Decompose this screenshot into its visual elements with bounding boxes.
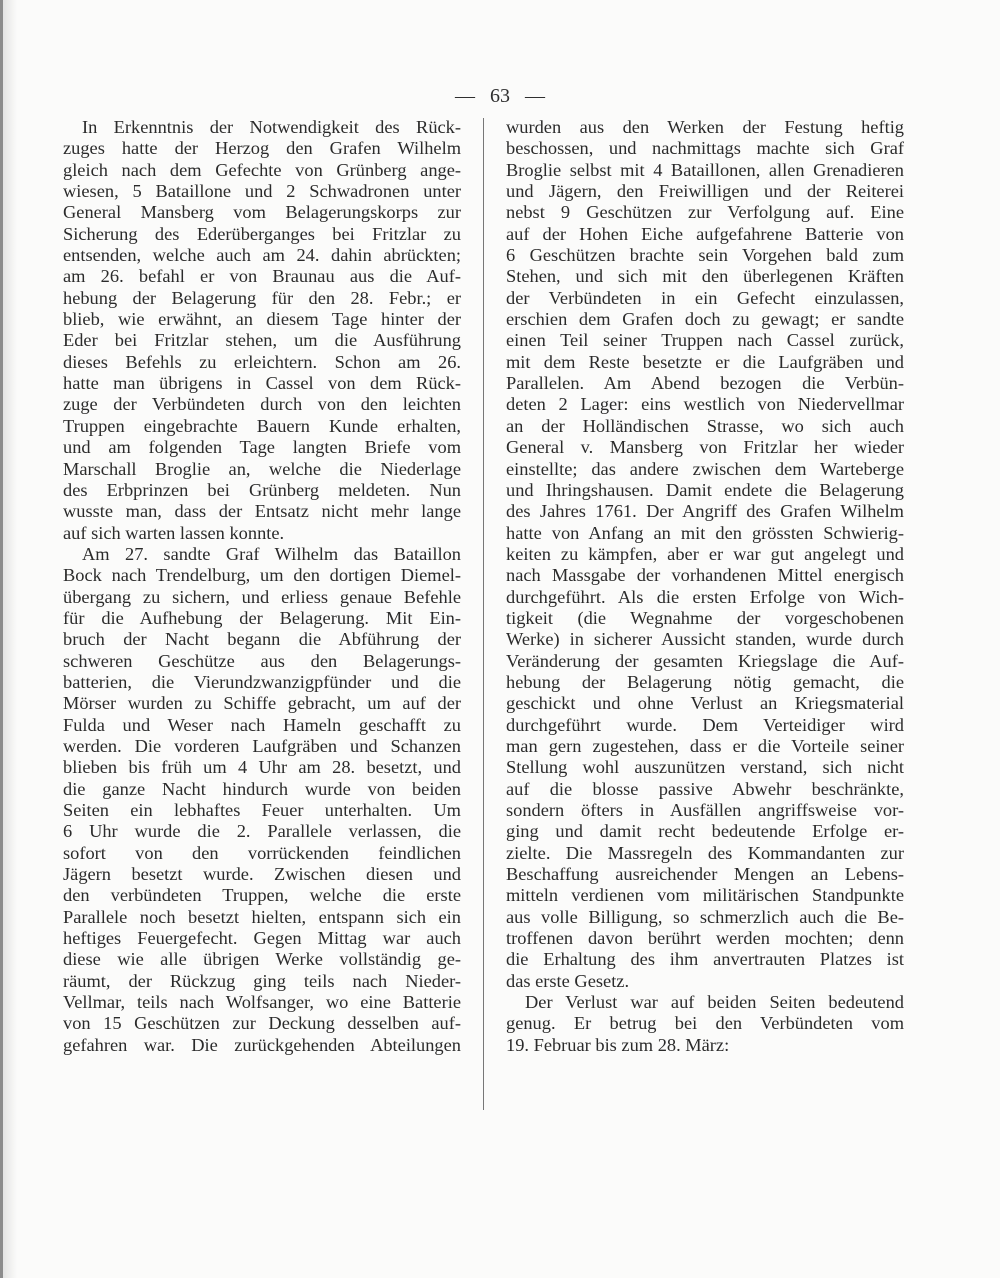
text-line: einstellte; das andere zwischen dem Warteberge (506, 458, 904, 479)
text-line: Seiten ein lebhaftes Feuer unterhalten. Um (63, 800, 461, 820)
text-line: deten 2 Lager: eins westlich von Niedervellmar (506, 394, 904, 415)
text-line: 6 Geschützen brachte sein Vorgehen bald zum (506, 245, 904, 266)
text-line: In Erkenntnis der Notwendigkeit des Rück- (82, 117, 461, 137)
text-line: wurden aus den Werken der Festung heftig (506, 117, 904, 137)
text-line: auf die blosse passive Abwehr beschränkte, (506, 778, 904, 799)
text-line: der Verbündeten in ein Gefecht einzulassen, (506, 287, 904, 308)
text-line: durchgeführt. Als die ersten Erfolge von Wich- (506, 586, 904, 607)
text-line: Parallele noch besetzt hielten, entspann sich ein (63, 906, 461, 927)
text-line: gleich nach dem Gefechte von Grünberg ange- (63, 159, 461, 180)
text-line: Veränderung der gesamten Kriegslage die Auf- (506, 650, 904, 671)
text-line: hatte man übrigens in Cassel von dem Rück- (63, 373, 461, 394)
text-line: des Erbprinzen bei Grünberg meldeten. Nun (63, 479, 461, 500)
right-text-column (506, 117, 904, 1056)
text-line: ging und damit recht bedeutende Erfolge er- (506, 821, 904, 842)
text-line: Fulda und Weser nach Hameln geschafft zu (63, 714, 461, 735)
text-line: und Ihringshausen. Damit endete die Belagerung (506, 479, 904, 500)
text-line: und Jägern, den Freiwilligen und der Reiterei (506, 181, 904, 202)
text-line: zielte. Die Massregeln des Kommandanten zur (506, 842, 904, 863)
text-line: batterien, die Vierundzwanzigpfünder und die (63, 671, 461, 692)
left-text-column (63, 117, 461, 1056)
page-number-header: — 63 — (455, 85, 545, 107)
text-line: die ganze Nacht hindurch wurde von beiden (63, 778, 461, 799)
text-line: blieben bis früh um 4 Uhr am 28. besetzt, und (63, 757, 461, 778)
text-line: Beschaffung ausreichender Mengen an Lebens- (506, 864, 904, 885)
text-line: Parallelen. Am Abend bezogen die Verbün- (506, 373, 904, 394)
text-line: bruch der Nacht begann die Abführung der (63, 629, 461, 650)
text-line: den verbündeten Truppen, welche die erste (63, 885, 461, 906)
text-line: troffenen davon berührt werden mochten; denn (506, 928, 904, 949)
text-line: Am 27. sandte Graf Wilhelm das Bataillon (82, 543, 461, 564)
column-divider (483, 118, 484, 1110)
text-line: Der Verlust war auf beiden Seiten bedeutend (525, 992, 904, 1013)
text-line: nebst 9 Geschützen zur Verfolgung auf. Eine (506, 202, 904, 223)
text-line: wusste man, dass der Entsatz nicht mehr lange (63, 501, 461, 522)
text-line: Werke) in sicherer Aussicht standen, wurde durch (506, 629, 904, 650)
text-line: übergang zu sichern, und erliess genaue Befehle (63, 586, 461, 607)
text-line: nach Massgabe der vorhandenen Mittel energisch (506, 565, 904, 586)
text-line: Jägern besetzt wurde. Zwischen diesen und (63, 864, 461, 885)
text-line: Mörser wurden zu Schiffe gebracht, um auf der (63, 693, 461, 714)
text-line: werden. Die vorderen Laufgräben und Schanzen (63, 735, 461, 756)
text-line: keiten zu kämpfen, aber er war gut angelegt und (506, 543, 904, 564)
text-line: hebung der Belagerung für den 28. Febr.; er (63, 287, 461, 308)
text-line: räumt, der Rückzug ging teils nach Nieder- (63, 970, 461, 991)
text-line: zuges hatte der Herzog den Grafen Wilhelm (63, 138, 461, 159)
text-line: mit dem Reste besetzte er die Laufgräben und (506, 351, 904, 372)
text-line: Bock nach Trendelburg, um den dortigen Diemel- (63, 565, 461, 586)
text-line: einen Teil seiner Truppen nach Cassel zurück, (506, 330, 904, 351)
text-line: für die Aufhebung der Belagerung. Mit Ein- (63, 607, 461, 628)
text-line: hebung der Belagerung nötig gemacht, die (506, 671, 904, 692)
text-line: aus volle Billigung, so schmerzlich auch die Be- (506, 906, 904, 927)
text-line: erschien dem Grafen doch zu gewagt; er sandte (506, 309, 904, 330)
text-line: Vellmar, teils nach Wolfsanger, wo eine Batterie (63, 992, 461, 1013)
text-line: Stehen, und sich mit den überlegenen Kräften (506, 266, 904, 287)
text-line: genug. Er betrug bei den Verbündeten vom (506, 1013, 904, 1034)
text-line: wiesen, 5 Bataillone und 2 Schwadronen unter (63, 181, 461, 202)
text-line: sofort von den vorrückenden feindlichen (63, 842, 461, 863)
text-line: des Jahres 1761. Der Angriff des Grafen Wilhelm (506, 501, 904, 522)
text-line: hatte von Anfang an mit den grössten Schwierig- (506, 522, 904, 543)
text-line: Stellung wohl auszunützen verstand, sich nicht (506, 757, 904, 778)
text-line: 6 Uhr wurde die 2. Parallele verlassen, die (63, 821, 461, 842)
text-line: diese wie alle übrigen Werke vollständig ge- (63, 949, 461, 970)
text-line: zuge der Verbündeten durch von den leichten (63, 394, 461, 415)
text-line: Truppen eingebrachte Bauern Kunde erhalten, (63, 415, 461, 436)
text-line: sondern öfters in Ausfällen angriffsweise vor- (506, 800, 904, 820)
text-line: schweren Geschütze aus den Belagerungs- (63, 650, 461, 671)
text-line: dieses Befehls zu erleichtern. Schon am 26. (63, 351, 461, 372)
text-line: Eder bei Fritzlar stehen, um die Ausführung (63, 330, 461, 351)
text-line: geschickt und ohne Verlust an Kriegsmaterial (506, 693, 904, 714)
text-line: gefahren war. Die zurückgehenden Abteilungen (63, 1034, 461, 1055)
text-line: Marschall Broglie an, welche die Niederlage (63, 458, 461, 479)
text-line: beschossen, und nachmittags machte sich Graf (506, 138, 904, 159)
text-line: durchgeführt wurde. Dem Verteidiger wird (506, 714, 904, 735)
text-line: auf sich warten lassen konnte. (63, 522, 285, 543)
text-line: General v. Mansberg von Fritzlar her wieder (506, 437, 904, 458)
page-binding-shadow (3, 0, 17, 1278)
text-line: auf der Hohen Eiche aufgefahrene Batterie von (506, 223, 904, 244)
text-line: blieb, wie erwähnt, an diesem Tage hinter der (63, 309, 461, 330)
text-line: entsenden, welche auch am 24. dahin abrückten; (63, 245, 461, 266)
text-line: und am folgenden Tage langten Briefe vom (63, 437, 461, 458)
text-line: das erste Gesetz. (506, 970, 630, 991)
text-line: mitteln verdienen vom militärischen Standpunkte (506, 885, 904, 906)
text-line: die Erhaltung des ihm anvertrauten Platzes ist (506, 949, 904, 970)
text-line: Sicherung des Ederüberganges bei Fritzlar zu (63, 223, 461, 244)
text-line: man gern zugestehen, dass er die Vorteile seiner (506, 735, 904, 756)
text-line: an der Holländischen Strasse, wo sich auch (506, 415, 904, 436)
text-line: heftiges Feuergefecht. Gegen Mittag war auch (63, 928, 461, 949)
text-line: 19. Februar bis zum 28. März: (506, 1034, 730, 1055)
text-line: am 26. befahl er von Braunau aus die Auf- (63, 266, 461, 287)
text-line: General Mansberg vom Belagerungskorps zur (63, 202, 461, 223)
text-line: tigkeit (die Wegnahme der vorgeschobenen (506, 607, 904, 628)
text-line: Broglie selbst mit 4 Bataillonen, allen Grenadieren (506, 159, 904, 180)
text-line: von 15 Geschützen zur Deckung desselben auf- (63, 1013, 461, 1034)
